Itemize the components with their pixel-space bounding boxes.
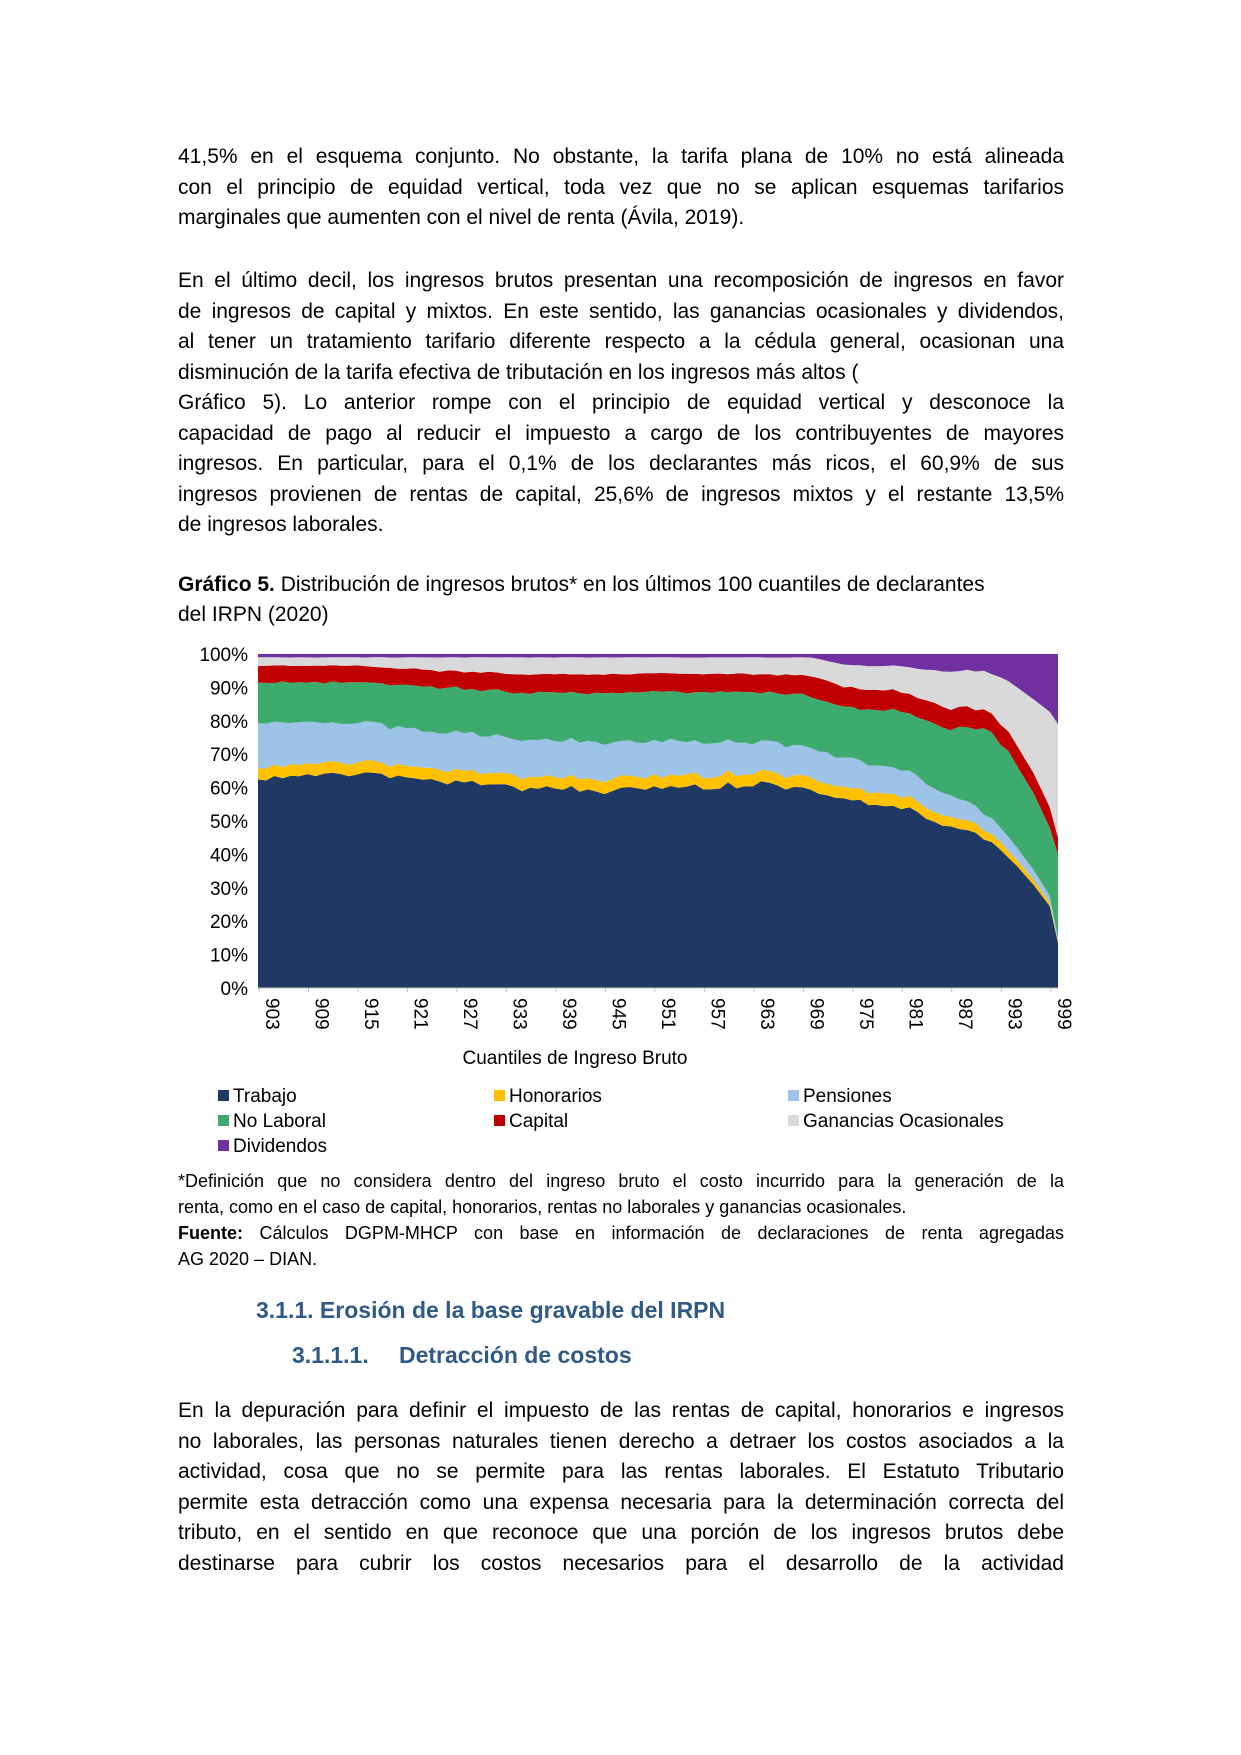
source-text: Cálculos DGPM-MHCP con base en información de declaraciones de renta agregadas [243,1223,1064,1243]
text-line: permite esta detracción como una expensa necesaria para la determinación correcta del [178,1490,1064,1514]
y-tick-label: 30% [209,878,248,900]
text-line: al tener un tratamiento tarifario diferente respecto a la cédula general, ocasionan una [178,330,1064,353]
x-axis-ticks [259,988,1074,1030]
legend-swatch [218,1115,229,1126]
text-line: destinarse para cubrir los costos necesarios para el desarrollo de la actividad [178,1551,1064,1575]
x-tick-label: 945 [607,998,629,1030]
y-axis-ticks [199,645,248,1000]
text-line: de ingresos de capital y mixtos. En este sentido, las ganancias ocasionales y dividendos, [178,299,1064,323]
y-tick-label: 90% [209,678,248,700]
legend-item-ganancias-ocasionales [788,1111,1004,1133]
text-line: tributo, en el sentido en que reconoce que una porción de los ingresos brutos debe [178,1521,1064,1544]
legend-item-pensiones [788,1086,892,1108]
legend-label: No Laboral [233,1111,326,1132]
text-line: 41,5% en el esquema conjunto. No obstante, la tarifa plana de 10% no está alineada [178,145,1064,168]
source-line [178,1220,1064,1246]
text-line: disminución de la tarifa efectiva de tributación en los ingresos más altos ( [178,360,859,384]
x-tick-label: 999 [1052,998,1074,1030]
legend-item-dividendos [218,1136,327,1158]
legend-item-trabajo [218,1086,297,1108]
text-line: En el último decil, los ingresos brutos presentan una recomposición de ingresos en favor [178,269,1064,292]
legend-label: Ganancias Ocasionales [803,1111,1004,1132]
text-line: actividad, cosa que no se permite para las rentas laborales. El Estatuto Tributario [178,1460,1064,1483]
y-tick-label: 20% [209,912,248,934]
text-line: con el principio de equidad vertical, toda vez que no se aplican esquemas tarifarios [178,175,1064,199]
legend-label: Dividendos [233,1136,327,1157]
legend-item-no-laboral [218,1111,326,1133]
paragraph-ultimo-decil [178,266,1064,541]
y-tick-label: 10% [209,945,248,967]
text-line: Gráfico 5). Lo anterior rompe con el principio de equidad vertical y desconoce la [178,391,1064,414]
legend-label: Honorarios [509,1086,602,1107]
legend-item-honorarios [494,1086,602,1108]
y-tick-label: 0% [220,979,248,1000]
x-tick-label: 951 [656,998,678,1030]
text-line: En la depuración para definir el impuesto de las rentas de capital, honorarios e ingresos [178,1399,1064,1422]
legend-swatch [494,1115,505,1126]
chart-notes [178,1168,1064,1272]
legend-swatch [218,1140,229,1151]
source-line: AG 2020 – DIAN. [178,1249,318,1269]
legend-item-capital [494,1111,568,1133]
subsection-number: 3.1.1.1. [292,1342,369,1368]
y-tick-label: 50% [209,812,248,833]
x-tick-label: 957 [706,998,728,1030]
y-tick-label: 60% [209,778,248,800]
x-tick-label: 975 [854,998,876,1030]
legend-swatch [788,1090,799,1101]
x-tick-label: 921 [409,998,431,1030]
legend-label: Trabajo [233,1086,297,1107]
paragraph-detraccion [178,1396,1064,1579]
subsection-title: Detracción de costos [399,1342,632,1368]
y-tick-label: 40% [209,845,248,867]
x-tick-label: 981 [904,998,926,1030]
subsection-heading [292,1342,632,1369]
x-tick-label: 927 [458,998,480,1030]
y-tick-label: 70% [209,745,248,767]
legend-swatch [494,1090,505,1101]
text-line: marginales que aumenten con el nivel de renta (Ávila, 2019). [178,206,745,229]
text-line: ingresos. En particular, para el 0,1% de los declarantes más ricos, el 60,9% de sus [178,452,1064,475]
legend-label: Pensiones [803,1086,892,1107]
text-line: ingresos provienen de rentas de capital, 25,6% de ingresos mixtos y el restante 13,5% [178,482,1064,506]
text-line: capacidad de pago al reducir el impuesto a cargo de los contribuyentes de mayores [178,421,1064,445]
source-label: Fuente: [178,1223,243,1243]
x-tick-label: 939 [557,998,579,1030]
figure-caption [178,570,1064,630]
paragraph-equidad [178,142,1064,234]
section-heading: 3.1.1. Erosión de la base gravable del IRPN [256,1297,726,1323]
caption-title: Distribución de ingresos brutos* en los últimos 100 cuantiles de declarantes [274,573,985,596]
text-line: de ingresos laborales. [178,513,384,536]
x-tick-label: 993 [1003,998,1025,1030]
x-tick-label: 903 [261,998,282,1030]
note-line: *Definición que no considera dentro del ingreso bruto el costo incurrido para la generación de la [178,1171,1064,1191]
caption-line: del IRPN (2020) [178,603,329,626]
legend-swatch [218,1090,229,1101]
x-tick-label: 933 [508,998,530,1030]
x-axis-label: Cuantiles de Ingreso Bruto [462,1048,688,1069]
x-tick-label: 909 [310,998,332,1030]
x-tick-label: 987 [953,998,975,1030]
text-line: no laborales, las personas naturales tienen derecho a detraer los costos asociados a la [178,1429,1064,1453]
caption-line [178,570,1064,600]
y-tick-label: 100% [199,645,248,666]
stacked-area-chart [178,636,1074,1091]
caption-label: Gráfico 5. [178,573,275,596]
x-tick-label: 969 [805,998,827,1030]
note-line: renta, como en el caso de capital, honorarios, rentas no laborales y ganancias ocasionales. [178,1197,907,1217]
x-tick-label: 915 [359,998,381,1030]
x-tick-label: 963 [755,998,777,1030]
legend-swatch [788,1115,799,1126]
legend-label: Capital [509,1111,569,1132]
y-tick-label: 80% [209,711,248,733]
chart-areas [258,654,1058,988]
